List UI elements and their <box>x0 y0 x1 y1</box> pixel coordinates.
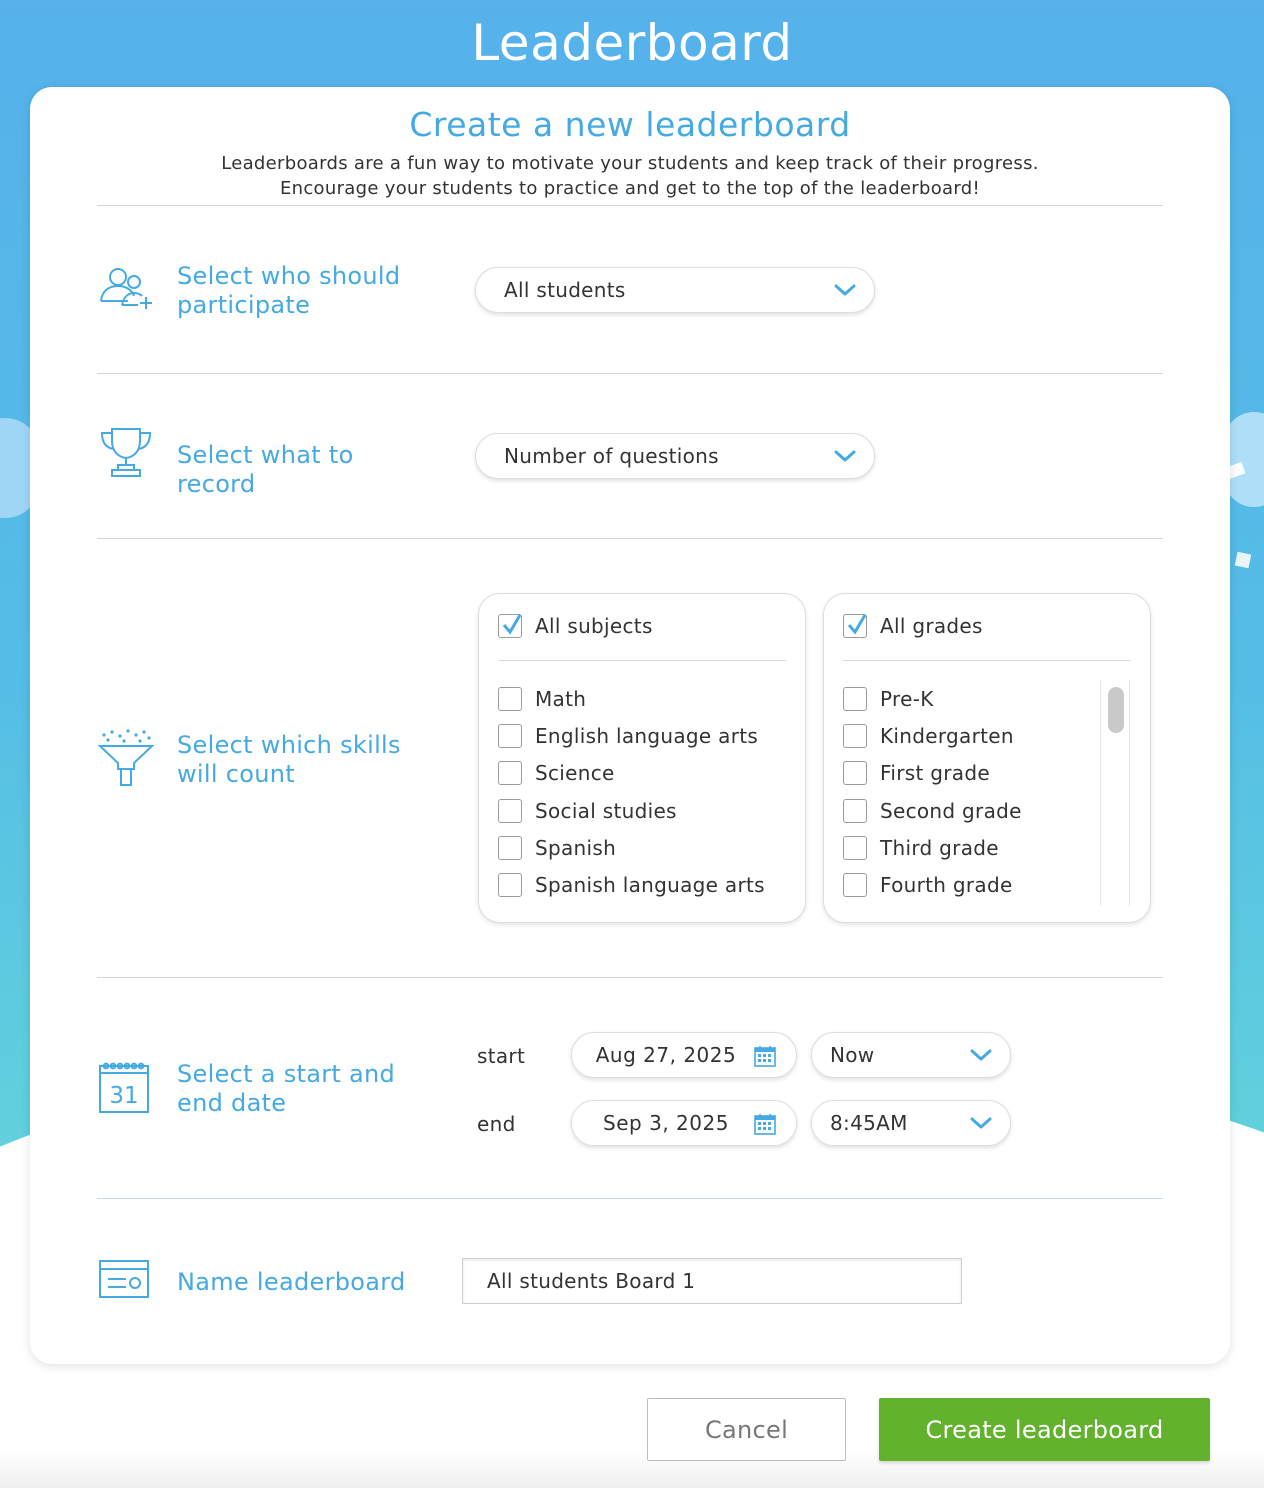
trophy-icon <box>98 425 154 481</box>
checkbox[interactable] <box>843 873 867 897</box>
people-add-icon <box>98 265 154 313</box>
grade-option-kindergarten[interactable] <box>843 717 1022 754</box>
grade-label: Fourth grade <box>880 873 1013 898</box>
all-subjects-label: All subjects <box>535 614 653 638</box>
calendar-icon[interactable] <box>754 1113 776 1135</box>
divider <box>97 538 1163 539</box>
card-description-line2: Encourage your students to practice and get to the top of the leaderboard! <box>279 178 981 199</box>
name-label: Name leaderboard <box>177 1268 406 1296</box>
checkmark-icon <box>501 612 523 636</box>
checkbox[interactable] <box>843 724 867 748</box>
all-grades-checkbox[interactable] <box>843 614 867 638</box>
calendar-day-number: 31 <box>109 1083 139 1109</box>
create-leaderboard-card <box>30 87 1230 1364</box>
participants-label-line2: participate <box>177 291 311 319</box>
all-subjects-checkbox[interactable] <box>498 614 522 638</box>
all-grades-option[interactable] <box>843 614 983 638</box>
leaderboard-name-input[interactable]: All students Board 1 <box>462 1258 962 1304</box>
dates-label <box>177 1060 437 1118</box>
grades-scrollbar[interactable] <box>1100 680 1130 906</box>
create-leaderboard-button[interactable]: Create leaderboard <box>879 1398 1210 1461</box>
end-label: end <box>477 1112 516 1136</box>
all-grades-label: All grades <box>880 614 983 638</box>
start-date-picker[interactable] <box>571 1032 797 1078</box>
checkbox[interactable] <box>843 687 867 711</box>
checkbox[interactable] <box>498 799 522 823</box>
skills-label-line2: will count <box>177 760 295 788</box>
background-confetti <box>1235 552 1252 569</box>
chevron-down-icon <box>970 1048 992 1062</box>
divider <box>97 977 1163 978</box>
subject-label: Spanish language arts <box>535 873 765 898</box>
divider <box>97 373 1163 374</box>
name-card-icon <box>98 1259 150 1299</box>
grade-label: Kindergarten <box>880 723 1014 748</box>
chevron-down-icon <box>970 1116 992 1130</box>
dates-label-line2: end date <box>177 1089 287 1117</box>
grade-option-third[interactable] <box>843 829 1022 866</box>
checkbox[interactable] <box>498 687 522 711</box>
dates-label-line1: Select a start and <box>177 1060 396 1088</box>
divider <box>97 1198 1163 1199</box>
grade-label: Second grade <box>880 798 1022 823</box>
subjects-list <box>478 593 806 923</box>
participants-label <box>177 262 437 320</box>
subject-option-spanish-la[interactable] <box>498 866 765 903</box>
record-select[interactable] <box>475 433 875 479</box>
card-title: Create a new leaderboard <box>409 105 851 144</box>
calendar-icon[interactable] <box>754 1045 776 1067</box>
grade-option-first[interactable] <box>843 755 1022 792</box>
skills-label-line1: Select which skills <box>177 731 401 759</box>
calendar-31-icon <box>98 1060 150 1114</box>
grade-label: Pre-K <box>880 686 934 711</box>
subject-label: Spanish <box>535 835 617 860</box>
grade-option-fourth[interactable] <box>843 866 1022 903</box>
subject-option-spanish[interactable] <box>498 829 765 866</box>
grade-option-second[interactable] <box>843 792 1022 829</box>
background-cloud-right <box>1224 412 1264 507</box>
grades-scrollbar-thumb[interactable] <box>1108 687 1124 733</box>
chevron-down-icon <box>834 283 856 297</box>
skills-label <box>177 731 437 789</box>
checkbox[interactable] <box>843 836 867 860</box>
page-heading: Leaderboard <box>471 14 793 72</box>
subject-label: Science <box>535 761 615 786</box>
start-time-select[interactable] <box>811 1032 1011 1078</box>
start-date-value: Aug 27, 2025 <box>595 1043 737 1067</box>
grades-list <box>823 593 1151 923</box>
card-description-line1: Leaderboards are a fun way to motivate your students and keep track of their progress. <box>221 153 1039 174</box>
participants-select[interactable] <box>475 267 875 313</box>
checkbox[interactable] <box>498 836 522 860</box>
grade-option-pre-k[interactable] <box>843 680 1022 717</box>
chevron-down-icon <box>834 449 856 463</box>
participants-label-line1: Select who should <box>177 262 401 290</box>
grade-label: First grade <box>880 761 990 786</box>
list-divider <box>498 660 786 661</box>
filter-funnel-icon <box>98 729 154 787</box>
subject-option-social-studies[interactable] <box>498 792 765 829</box>
cancel-button[interactable]: Cancel <box>647 1398 846 1461</box>
subject-option-math[interactable] <box>498 680 765 717</box>
end-time-select[interactable] <box>811 1100 1011 1146</box>
checkbox[interactable] <box>843 799 867 823</box>
record-select-value: Number of questions <box>504 444 719 468</box>
checkbox[interactable] <box>498 873 522 897</box>
start-label: start <box>477 1044 526 1068</box>
subject-option-science[interactable] <box>498 755 765 792</box>
subject-label: Math <box>535 686 587 711</box>
checkbox[interactable] <box>498 724 522 748</box>
list-divider <box>843 660 1131 661</box>
end-time-value: 8:45AM <box>830 1111 908 1135</box>
subject-label: Social studies <box>535 798 677 823</box>
checkmark-icon <box>846 612 868 636</box>
participants-select-value: All students <box>504 278 626 302</box>
grade-label: Third grade <box>880 835 999 860</box>
record-label: Select what to record <box>177 441 354 498</box>
divider <box>97 205 1163 206</box>
checkbox[interactable] <box>498 761 522 785</box>
card-description <box>30 151 1230 201</box>
end-date-picker[interactable] <box>571 1100 797 1146</box>
start-time-value: Now <box>830 1043 875 1067</box>
subject-label: English language arts <box>535 723 759 748</box>
checkbox[interactable] <box>843 761 867 785</box>
end-date-value: Sep 3, 2025 <box>603 1111 729 1135</box>
subject-option-ela[interactable] <box>498 717 765 754</box>
all-subjects-option[interactable] <box>498 614 653 638</box>
